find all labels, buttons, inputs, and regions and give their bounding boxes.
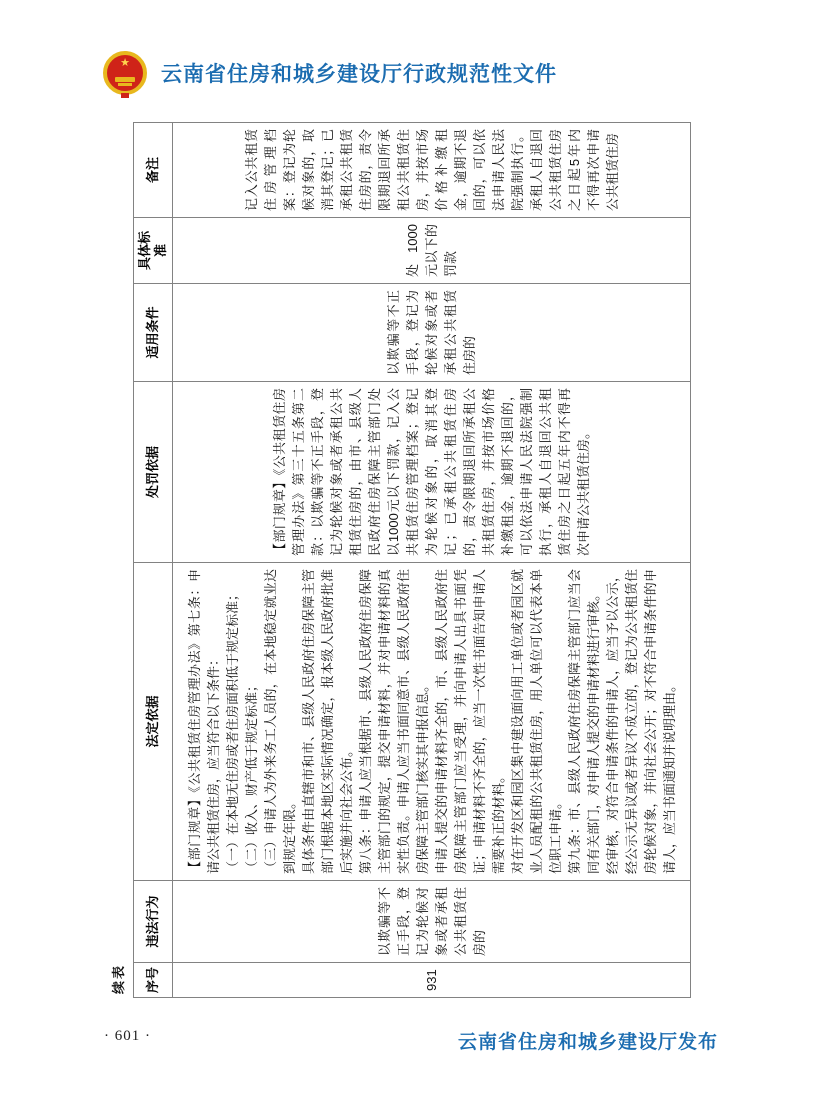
rotated-table-region [108,118,693,998]
legal-basis-paragraph: 【部门规章】《公共租赁住房管理办法》第七条：申请公共租赁住房，应当符合以下条件： [186,569,221,874]
legal-basis-paragraph: （二）收入、财产低于规定标准； [243,678,259,874]
header-penalty-basis: 处罚依据 [134,382,173,563]
cell-illegal-act: 以欺骗等不正手段，登记为轮候对象或者承租公共租赁住房的 [173,881,691,963]
regulation-table [133,122,691,998]
header-serial: 序号 [134,963,173,998]
cell-specific-standard: 处1000元以下的罚款 [173,218,691,284]
header-applicable-condition: 适用条件 [134,284,173,382]
cell-remarks: 记入公共租赁住房管理档案：登记为轮候对象的，取消其登记；已承租公共租赁住房的，责令限期退回所承租公共租赁住房，并按市场价格补缴租金，逾期不退回的，可以依法申请人民法院强制执行。承租人自退回公共租赁住房之日起5年内不得再次申请公共租赁住房 [173,123,691,218]
legal-basis-paragraph: 申请人提交的申请材料齐全的，市、县级人民政府住房保障主管部门应当受理，并向申请人出具书面凭证；申请材料不齐全的，应当一次性书面告知申请人需要补正的材料。 [433,569,506,874]
emblem-gate-icon [115,77,135,82]
legal-basis-paragraph: 经审核，对符合申请条件的申请人，应当予以公示，经公示无异议或者异议不成立的，登记为公共租赁住房轮候对象，并向社会公开；对不符合申请条件的申请人，应当书面通知并说明理由。 [604,569,677,874]
cell-serial: 931 [173,963,691,998]
emblem-ribbon [121,93,129,98]
document-header [103,48,557,98]
table-header-row [134,123,173,998]
header-legal-basis: 法定依据 [134,563,173,881]
table-row [173,123,691,998]
emblem-gate-base [118,83,132,86]
legal-basis-paragraph: 对在开发区和园区集中建设面向用工单位或者园区就业人员配租的公共租赁住房，用人单位可以代表本单位职工申请。 [509,569,563,874]
cell-penalty-basis: 【部门规章】《公共租赁住房管理办法》第三十五条第二款：以欺骗等不正手段，登记为轮候对象或者承租公共租赁住房的，由市、县级人民政府住房保障主管部门处以1000元以下罚款，记入公共租赁住房管理档案；登记为轮候对象的，取消其登记；已承租公共租赁住房的，责令限期退回所承租公共租赁住房，并按市场价格补缴租金，逾期不退回的，可以依法申请人民法院强制执行，承租人自退回公共租赁住房之日起五年内不得再次申请公共租赁住房。 [173,382,691,563]
publisher-label: 云南省住房和城乡建设厅发布 [458,1032,719,1053]
readable-table-canvas [108,118,693,998]
legal-basis-paragraph: （一）在本地无住房或者住房面积低于规定标准； [224,587,240,874]
header-remarks: 备注 [134,123,173,218]
page-number: · 601 · [104,1028,151,1044]
cell-applicable-condition: 以欺骗等不正手段，登记为轮候对象或者承租公共租赁住房的 [173,284,691,382]
legal-basis-paragraph: （三）申请人为外来务工人员的，在本地稳定就业达到规定年限。 [262,569,297,874]
legal-basis-paragraph: 第九条：市、县级人民政府住房保障主管部门应当会同有关部门，对申请人提交的申请材料进行审核。 [566,569,601,874]
legal-basis-paragraph: 第八条：申请人应当根据市、县级人民政府住房保障主管部门的规定，提交申请材料，并对申请材料的真实性负责。申请人应当书面同意市、县级人民政府住房保障主管部门核实其申报信息。 [357,569,430,874]
continued-table-label: 续表 [111,963,126,994]
header-illegal-act: 违法行为 [134,881,173,963]
emblem-star-icon: ★ [120,57,130,69]
national-emblem-logo [103,51,147,95]
page-title: 云南省住房和城乡建设厅行政规范性文件 [161,63,557,86]
cell-legal-basis [173,563,691,881]
header-specific-standard: 具体标准 [134,218,173,284]
legal-basis-paragraph: 具体条件由直辖市和市、县级人民政府住房保障主管部门根据本地区实际情况确定，报本级人民政府批准后实施并向社会公布。 [300,569,354,874]
